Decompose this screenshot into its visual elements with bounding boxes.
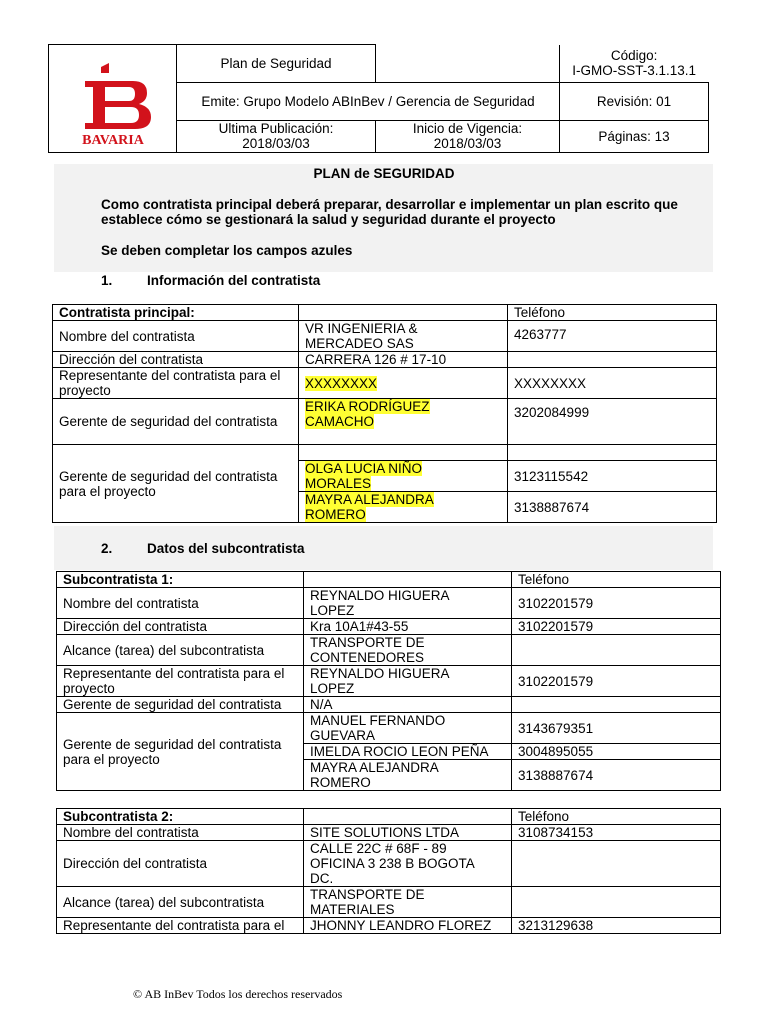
- table-row: Representante del contratista para el JHONNY LEANDRO FLOREZ 3213129638: [57, 918, 721, 934]
- table-row: MAYRA ALEJANDRA ROMERO 3138887674: [53, 492, 717, 523]
- issuer: Emite: Grupo Modelo ABInBev / Gerencia de Seguridad: [177, 83, 560, 121]
- revision: Revisión: 01: [560, 83, 709, 121]
- table-row: Alcance (tarea) del subcontratista TRANSPORTE DE MATERIALES: [57, 887, 721, 918]
- section2-title: Datos del subcontratista: [147, 541, 305, 556]
- table-row: Dirección del contratista CARRERA 126 # 17-10: [53, 352, 717, 368]
- table-title: Contratista principal:: [53, 305, 299, 321]
- svg-text:BAVARIA: BAVARIA: [82, 133, 144, 148]
- table-row: IMELDA ROCIO LEON PEÑA 3004895055: [57, 744, 721, 760]
- table-title: Subcontratista 1:: [57, 572, 304, 588]
- subcontractor1-table: [56, 571, 721, 791]
- phone-header: Teléfono: [508, 305, 717, 321]
- table-title: Subcontratista 2:: [57, 809, 304, 825]
- doc-code: Código: I-GMO-SST-3.1.13.1: [572, 48, 697, 79]
- bavaria-logo: [49, 45, 177, 153]
- doc-title: Plan de Seguridad: [177, 45, 376, 83]
- table-row: MAYRA ALEJANDRA ROMERO 3138887674: [57, 760, 721, 791]
- section2-number: 2.: [101, 541, 113, 556]
- section1-number: 1.: [101, 273, 113, 288]
- table-row: Dirección del contratista Kra 10A1#43-55 3102201579: [57, 619, 721, 635]
- main-contractor-table: [52, 304, 717, 523]
- table-row: Gerente de seguridad del contratista para el proyecto: [53, 445, 717, 461]
- table-row: Representante del contratista para el proyecto XXXXXXXX XXXXXXXX: [53, 368, 717, 399]
- table-row: Dirección del contratista CALLE 22C # 68F - 89 OFICINA 3 238 B BOGOTA DC.: [57, 841, 721, 887]
- table-row: Nombre del contratista SITE SOLUTIONS LTDA 3108734153: [57, 825, 721, 841]
- footer-copyright: © AB InBev Todos los derechos reservados: [133, 987, 343, 1001]
- table-row: Gerente de seguridad del contratista ERIKA RODRÍGUEZ CAMACHO 3202084999: [53, 399, 717, 445]
- phone-header: Teléfono: [512, 572, 721, 588]
- document-header: [48, 44, 709, 153]
- table-row: Nombre del contratista REYNALDO HIGUERA LOPEZ 3102201579: [57, 588, 721, 619]
- last-publication: Ultima Publicación: 2018/03/03: [177, 120, 376, 152]
- table-row: OLGA LUCIA NIÑO MORALES 3123115542: [53, 461, 717, 492]
- table-row: Gerente de seguridad del contratista N/A: [57, 697, 721, 713]
- page-count: Páginas: 13: [560, 120, 709, 152]
- start-date: Inicio de Vigencia: 2018/03/03: [376, 120, 560, 152]
- subcontractor2-table: [56, 808, 721, 934]
- intro-note: Se deben completar los campos azules: [101, 243, 353, 258]
- highlighted-value: XXXXXXXX: [305, 375, 378, 391]
- intro-paragraph: Como contratista principal deberá preparar, desarrollar e implementar un plan escrito que establece cómo se gestionará la salud y seguridad durante el proyecto: [101, 197, 678, 227]
- table-row: Gerente de seguridad del contratista para el proyecto MANUEL FERNANDO GUEVARA 3143679351: [57, 713, 721, 744]
- bavaria-logo-icon: [49, 45, 177, 149]
- section1-title: Información del contratista: [147, 273, 321, 288]
- table-row: Representante del contratista para el proyecto REYNALDO HIGUERA LOPEZ 3102201579: [57, 666, 721, 697]
- plan-title: PLAN de SEGURIDAD: [313, 166, 455, 181]
- table-row: Alcance (tarea) del subcontratista TRANSPORTE DE CONTENEDORES: [57, 635, 721, 666]
- phone-header: Teléfono: [512, 809, 721, 825]
- table-row: Nombre del contratista VR INGENIERIA & MERCADEO SAS 4263777: [53, 321, 717, 352]
